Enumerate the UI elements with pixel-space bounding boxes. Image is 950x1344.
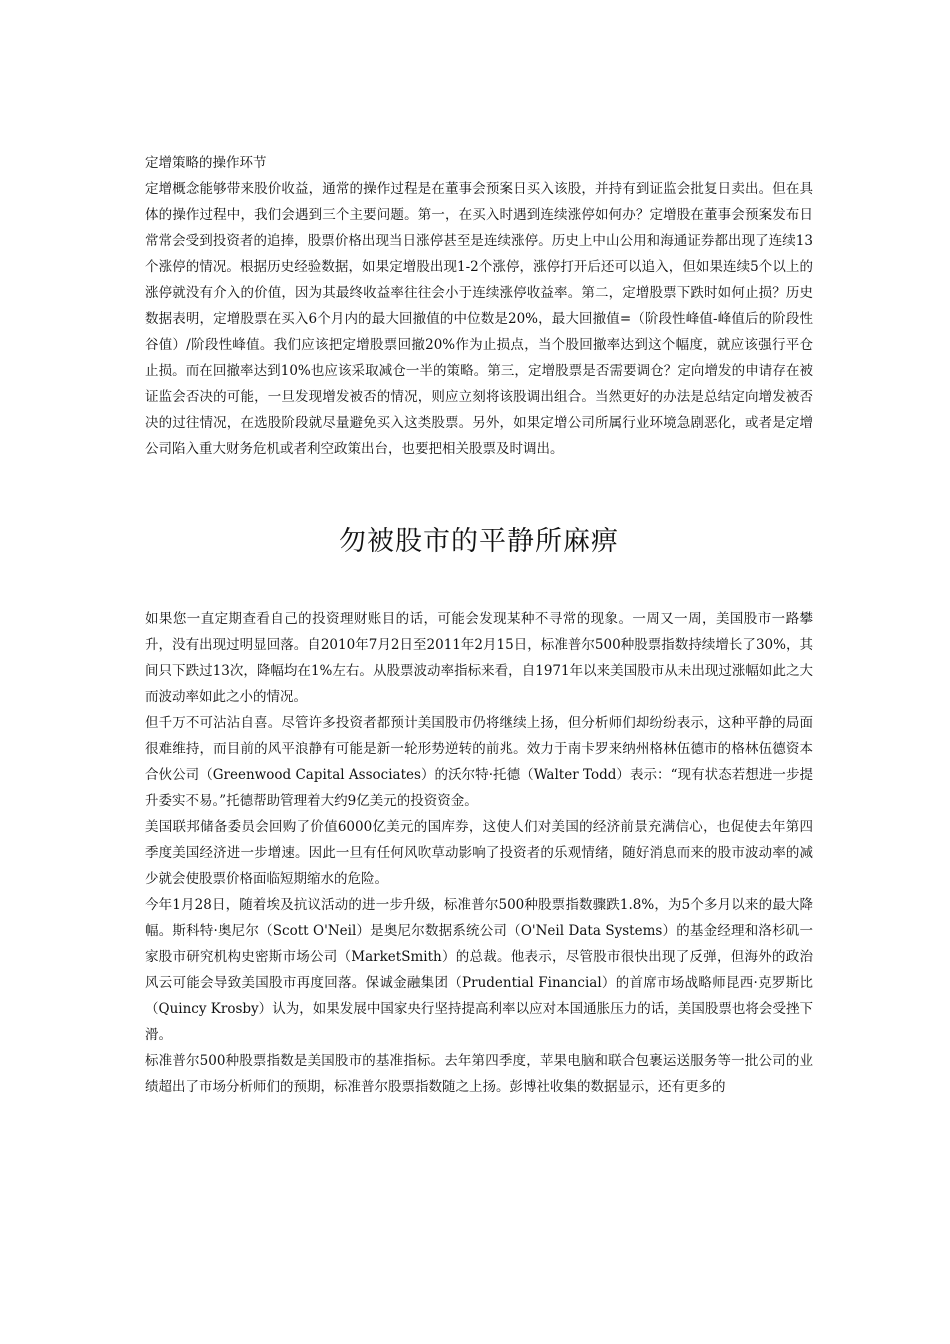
- article-paragraph-3: 美国联邦储备委员会回购了价值6000亿美元的国库券，这使人们对美国的经济前景充满信心，也促使去年第四季度美国经济进一步增速。因此一旦有任何风吹草动影响了投资者的乐观情绪，随好消息而来的股市波动率的减少就会使股票价格面临短期缩水的危险。: [145, 819, 813, 887]
- article-paragraph-4: 今年1月28日，随着埃及抗议活动的进一步升级，标准普尔500种股票指数骤跌1.8%，为5个多月以来的最大降幅。斯科特·奥尼尔（Scott O'Neil）是奥尼尔数据系统公司（O'Neil Data Systems）的基金经理和洛杉矶一家股市研究机构史密斯市场公司（MarketSmith）的总裁。他表示，尽管股市很快出现了反弹，但海外的政治风云可能会导致美国股市再度回落。保诚金融集团（Prudential Financial）的首席市场战略师昆西·克罗斯比（Quincy Krosby）认为，如果发展中国家央行坚持提高利率以应对本国通胀压力的话，美国股票也将会受挫下滑。: [145, 897, 813, 1043]
- document-page: [145, 150, 813, 1100]
- section-heading: 定增策略的操作环节: [145, 155, 267, 171]
- article-title: 勿被股市的平静所麻痹: [339, 526, 619, 557]
- article-paragraph-5: 标准普尔500种股票指数是美国股市的基准指标。去年第四季度，苹果电脑和联合包裹运送服务等一批公司的业绩超出了市场分析师们的预期，标准普尔股票指数随之上扬。彭博社收集的数据显示，还有更多的: [145, 1053, 813, 1095]
- article-paragraph-1: 如果您一直定期查看自己的投资理财账目的话，可能会发现某种不寻常的现象。一周又一周，美国股市一路攀升，没有出现过明显回落。自2010年7月2日至2011年2月15日，标准普尔500种股票指数持续增长了30%，其间只下跌过13次，降幅均在1%左右。从股票波动率指标来看，自1971年以来美国股市从未出现过涨幅如此之大而波动率如此之小的情况。: [145, 611, 813, 705]
- article-paragraph-2: 但千万不可沾沾自喜。尽管许多投资者都预计美国股市仍将继续上扬，但分析师们却纷纷表示，这种平静的局面很难维持，而目前的风平浪静有可能是新一轮形势逆转的前兆。效力于南卡罗来纳州格林伍德市的格林伍德资本合伙公司（Greenwood Capital Associates）的沃尔特·托德（Walter Todd）表示：“现有状态若想进一步提升委实不易。”托德帮助管理着大约9亿美元的投资资金。: [145, 715, 813, 809]
- section-paragraph: 定增概念能够带来股价收益，通常的操作过程是在董事会预案日买入该股，并持有到证监会批复日卖出。但在具体的操作过程中，我们会遇到三个主要问题。第一，在买入时遇到连续涨停如何办？定增股在董事会预案发布日常常会受到投资者的追捧，股票价格出现当日涨停甚至是连续涨停。历史上中山公用和海通证券都出现了连续13个涨停的情况。根据历史经验数据，如果定增股出现1-2个涨停，涨停打开后还可以追入，但如果连续5个以上的涨停就没有介入的价值，因为其最终收益率往往会小于连续涨停收益率。第二，定增股票下跌时如何止损？历史数据表明，定增股票在买入6个月内的最大回撤值的中位数是20%，最大回撤值=（阶段性峰值-峰值后的阶段性谷值）/阶段性峰值。我们应该把定增股票回撤20%作为止损点，当个股回撤率达到这个幅度，就应该强行平仓止损。而在回撤率达到10%也应该采取减仓一半的策略。第三，定增股票是否需要调仓？定向增发的申请存在被证监会否决的可能，一旦发现增发被否的情况，则应立刻将该股调出组合。当然更好的办法是总结定向增发被否决的过往情况，在选股阶段就尽量避免买入这类股票。另外，如果定增公司所属行业环境急剧恶化，或者是定增公司陷入重大财务危机或者利空政策出台，也要把相关股票及时调出。: [145, 181, 813, 457]
